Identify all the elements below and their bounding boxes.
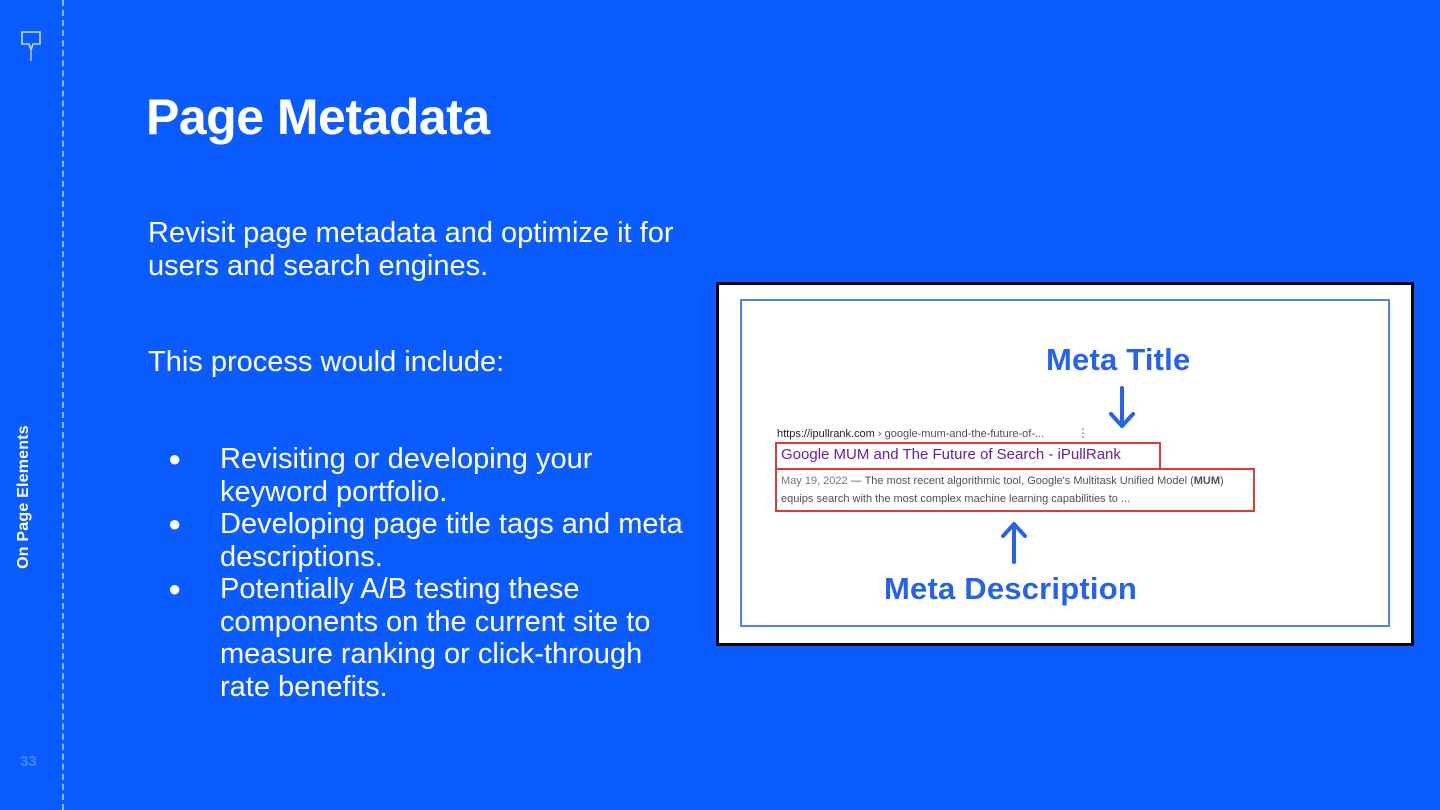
list-item-text: Developing page title tags and meta descriptions. <box>220 508 683 573</box>
list-item <box>148 508 688 573</box>
brand-logo-icon <box>18 28 44 64</box>
arrow-up-icon <box>999 519 1029 565</box>
section-label: On Page Elements <box>15 425 32 569</box>
serp-snippet <box>781 472 1251 508</box>
list-item <box>148 573 688 703</box>
bullet-icon: ● <box>168 446 182 471</box>
list-item-text: Potentially A/B testing these components on the current site to measure ranking or click-through rate benefits. <box>220 573 651 703</box>
bullet-icon: ● <box>168 511 182 536</box>
serp-snippet-line1-end: ) <box>1220 475 1224 487</box>
meta-title-label: Meta Title <box>1046 342 1191 377</box>
sidebar-divider <box>62 0 64 810</box>
serp-url-path: › google-mum-and-the-future-of-... <box>874 428 1045 440</box>
bullet-icon: ● <box>168 576 182 601</box>
serp-result-title: Google MUM and The Future of Search - iPullRank <box>781 446 1121 463</box>
page-title: Page Metadata <box>146 89 490 145</box>
serp-url-domain: https://ipullrank.com <box>777 428 875 440</box>
serp-example-image <box>716 282 1414 646</box>
serp-date: May 19, 2022 <box>781 475 848 487</box>
meta-description-highlight <box>775 468 1255 512</box>
page-number: 33 <box>20 753 37 770</box>
meta-description-label: Meta Description <box>884 571 1137 606</box>
include-lead-text: This process would include: <box>148 346 505 378</box>
serp-snippet-line1: — The most recent algorithmic tool, Google's Multitask Unified Model ( <box>847 475 1194 487</box>
meta-title-highlight <box>775 442 1161 470</box>
serp-url <box>777 428 1044 440</box>
arrow-down-icon <box>1107 385 1137 431</box>
serp-snippet-bold: MUM <box>1193 475 1221 487</box>
more-options-icon: ⋮ <box>1077 426 1089 440</box>
intro-text: Revisit page metadata and optimize it for users and search engines. <box>148 217 674 282</box>
bullet-list <box>148 443 688 703</box>
list-item-text: Revisiting or developing your keyword portfolio. <box>220 443 593 508</box>
list-item <box>148 443 688 508</box>
serp-snippet-line2: equips search with the most complex machine learning capabilities to ... <box>781 493 1131 505</box>
